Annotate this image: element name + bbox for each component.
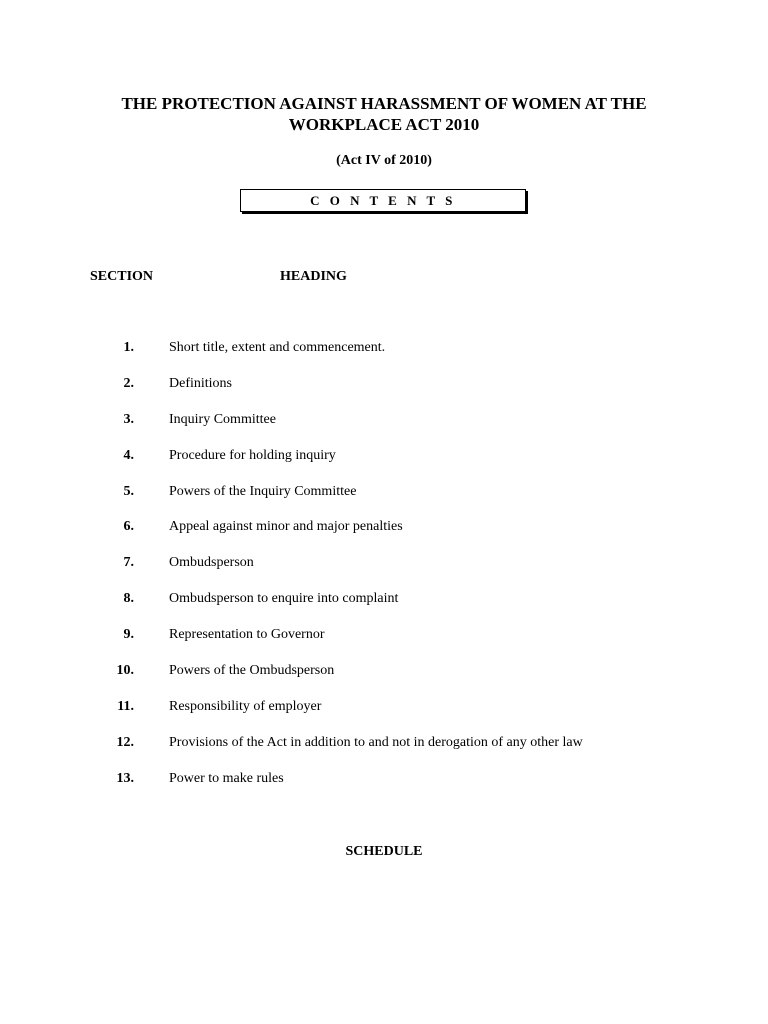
section-heading: Inquiry Committee: [169, 411, 276, 427]
contents-entry: [0, 733, 768, 769]
document-title: [0, 93, 768, 135]
section-column-header: SECTION: [90, 269, 154, 284]
contents-entry: [0, 482, 768, 518]
contents-entry: [0, 697, 768, 733]
contents-entry: [0, 589, 768, 625]
section-heading: Short title, extent and commencement.: [169, 340, 386, 355]
section-number: 3.: [123, 411, 134, 427]
section-number: 12.: [116, 734, 134, 750]
section-number: 4.: [123, 447, 134, 463]
section-number: 6.: [123, 519, 134, 535]
contents-entry: [0, 410, 768, 446]
title-line-2: WORKPLACE ACT 2010: [288, 115, 480, 134]
section-heading: Responsibility of employer: [169, 698, 322, 714]
section-number: 10.: [116, 663, 134, 679]
contents-entry: [0, 661, 768, 697]
section-number: 11.: [117, 698, 134, 714]
contents-list: [0, 338, 768, 805]
section-heading: Definitions: [169, 375, 232, 391]
section-number: 9.: [123, 627, 134, 643]
contents-box: [240, 189, 526, 212]
contents-entry: [0, 625, 768, 661]
contents-entry: [0, 338, 768, 374]
contents-entry: [0, 517, 768, 553]
section-number: 1.: [123, 340, 134, 355]
section-heading: Powers of the Inquiry Committee: [169, 483, 357, 499]
schedule-heading: SCHEDULE: [345, 844, 423, 859]
section-number: 7.: [123, 555, 134, 571]
act-number: (Act IV of 2010): [336, 153, 432, 168]
contents-entry: [0, 553, 768, 589]
section-heading: Powers of the Ombudsperson: [169, 663, 335, 679]
section-number: 8.: [123, 591, 134, 607]
section-heading: Provisions of the Act in addition to and not in derogation of any other law: [169, 734, 583, 750]
section-number: 13.: [116, 770, 134, 786]
section-heading: Representation to Governor: [169, 627, 325, 643]
contents-entry: [0, 374, 768, 410]
section-number: 2.: [123, 375, 134, 391]
contents-entry: [0, 769, 768, 805]
section-heading: Procedure for holding inquiry: [169, 447, 336, 463]
section-heading: Ombudsperson to enquire into complaint: [169, 591, 399, 607]
section-heading: Ombudsperson: [169, 555, 254, 571]
section-number: 5.: [123, 483, 134, 499]
title-line-1: THE PROTECTION AGAINST HARASSMENT OF WOMEN AT THE: [121, 94, 647, 113]
heading-column-header: HEADING: [280, 269, 347, 284]
contents-entry: [0, 446, 768, 482]
section-heading: Power to make rules: [169, 770, 284, 786]
section-heading: Appeal against minor and major penalties: [169, 519, 403, 535]
contents-label: C O N T E N T S: [310, 193, 456, 208]
